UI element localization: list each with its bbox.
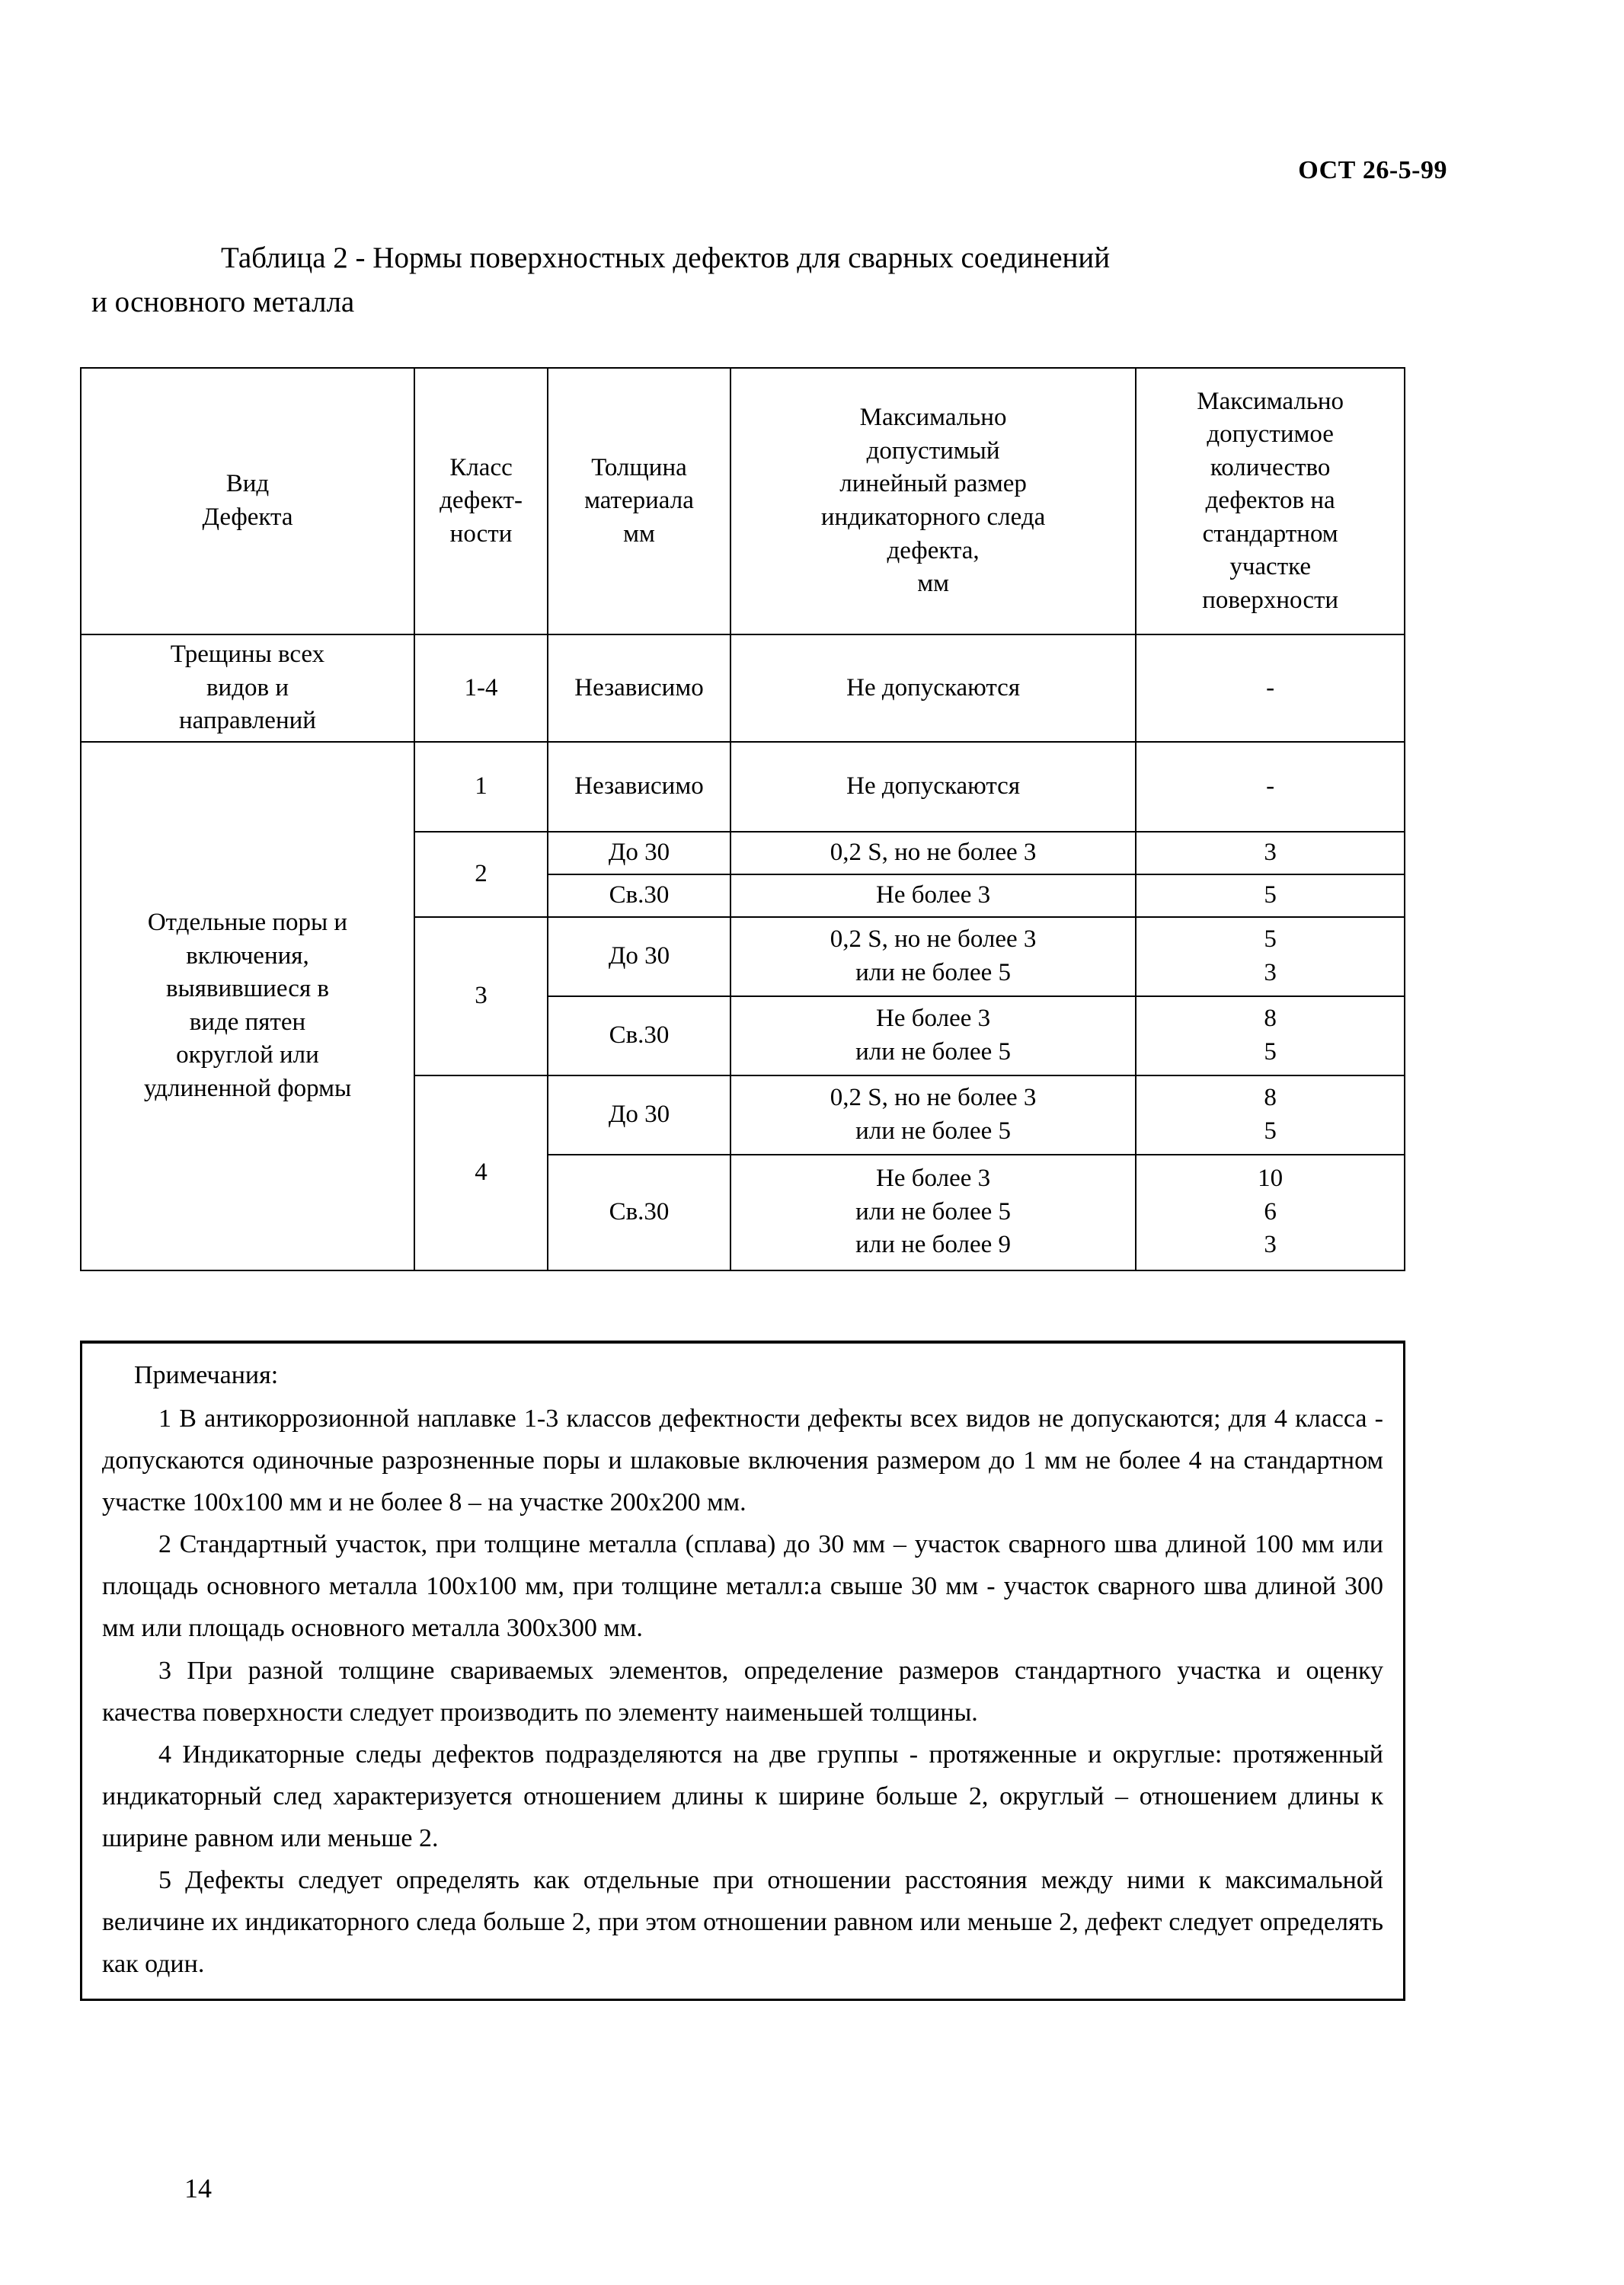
page-number: 14	[184, 2173, 212, 2204]
cell-thickness-c3r2: Св.30	[548, 996, 730, 1075]
cell-size-c4r2	[730, 1155, 1136, 1270]
size-c3r1-l2: или не более 5	[855, 958, 1012, 986]
table-title-line2: и основного металла	[91, 285, 355, 318]
size-c4r1-l1: 0,2 S, но не более 3	[830, 1084, 1037, 1112]
cell-size-c2r2: Не более 3	[730, 874, 1136, 917]
header-class-l2: дефект-	[440, 487, 523, 515]
note-item-5: 5 Дефекты следует определять как отдельные при отношении расстояния между ними к максимальной величине их индикаторного следа больше 2, при этом отношении равном или меньше 2, дефект следует определять как один.	[102, 1865, 1383, 1979]
cell-class-cracks: 1-4	[414, 634, 548, 742]
size-c4r2-l3: или не более 9	[855, 1231, 1012, 1259]
cell-size-cracks: Не допускаются	[730, 634, 1136, 742]
header-size-l6: мм	[917, 570, 949, 598]
cell-count-c3r2	[1136, 996, 1405, 1075]
count-c3r2-l2: 5	[1264, 1037, 1277, 1066]
header-count-l4: дефектов на	[1205, 487, 1335, 515]
size-c4r2-l2: или не более 5	[855, 1197, 1012, 1226]
table-title-line1: Таблица 2 - Нормы поверхностных дефектов для сварных соединений	[221, 241, 1111, 274]
cell-size-c3r1	[730, 917, 1136, 996]
header-count-l2: допустимое	[1207, 420, 1334, 449]
count-c4r1-l1: 8	[1264, 1084, 1277, 1112]
header-count-l7: поверхности	[1202, 586, 1339, 614]
notes-section	[80, 1341, 1405, 2001]
cell-defect-pores	[81, 742, 414, 1270]
cell-count-c2r2: 5	[1136, 874, 1405, 917]
header-count-l6: участке	[1229, 553, 1311, 581]
cell-count-cracks: -	[1136, 634, 1405, 742]
pores-l6: удлиненной формы	[143, 1074, 352, 1102]
cell-count-c1: -	[1136, 742, 1405, 832]
header-size-l4: индикаторного следа	[820, 503, 1046, 531]
pores-l4: виде пятен	[189, 1008, 306, 1036]
cell-class-2: 2	[414, 832, 548, 917]
cell-thickness-c1: Независимо	[548, 742, 730, 832]
pores-l5: округлой или	[176, 1041, 319, 1069]
header-thickness-l3: мм	[623, 519, 655, 548]
header-thickness-l2: материала	[584, 487, 694, 515]
header-size-l2: допустимый	[866, 436, 1000, 465]
size-c4r1-l2: или не более 5	[855, 1117, 1012, 1145]
header-count-l5: стандартном	[1202, 519, 1338, 548]
count-c4r1-l2: 5	[1264, 1117, 1277, 1145]
count-c4r2-l2: 6	[1264, 1197, 1277, 1226]
count-c3r1-l1: 5	[1264, 925, 1277, 954]
size-c3r2-l1: Не более 3	[876, 1005, 991, 1033]
cell-size-c2r1: 0,2 S, но не более 3	[730, 832, 1136, 874]
note-item-3: 3 При разной толщине свариваемых элементов, определение размеров стандартного участка и оценку качества поверхности следует производить по элементу наименьшей толщины.	[102, 1656, 1383, 1727]
cell-count-c2r1: 3	[1136, 832, 1405, 874]
cell-size-c4r1	[730, 1075, 1136, 1155]
cell-class-1: 1	[414, 742, 548, 832]
table-row	[81, 742, 1405, 832]
size-c3r2-l2: или не более 5	[855, 1037, 1012, 1066]
header-count-l3: количество	[1210, 453, 1331, 481]
header-max-linear-size	[730, 368, 1136, 634]
header-defect-type-l2: Дефекта	[202, 503, 293, 531]
header-defect-class	[414, 368, 548, 634]
standard-code-header: ОСТ 26-5-99	[1298, 156, 1447, 184]
header-count-l1: Максимально	[1197, 387, 1344, 415]
header-defect-type	[81, 368, 414, 634]
header-max-defect-count	[1136, 368, 1405, 634]
notes-heading: Примечания:	[134, 1361, 279, 1389]
cell-thickness-c2r1: До 30	[548, 832, 730, 874]
cell-thickness-c4r2: Св.30	[548, 1155, 730, 1270]
count-c4r2-l1: 10	[1258, 1165, 1284, 1193]
cracks-l1: Трещины всех	[170, 641, 325, 668]
cell-count-c4r2	[1136, 1155, 1405, 1270]
cell-thickness-cracks: Независимо	[548, 634, 730, 742]
cell-size-c1: Не допускаются	[730, 742, 1136, 832]
table-header-row	[81, 368, 1405, 634]
cell-thickness-c2r2: Св.30	[548, 874, 730, 917]
cell-thickness-c4r1: До 30	[548, 1075, 730, 1155]
count-c4r2-l3: 3	[1264, 1231, 1277, 1259]
cell-thickness-c3r1: До 30	[548, 917, 730, 996]
cell-class-3: 3	[414, 917, 548, 1075]
table-row	[81, 634, 1405, 742]
note-item-4: 4 Индикаторные следы дефектов подразделяются на две группы - протяженные и округлые: протяженный индикаторный след характеризуется отношением длины к ширине больше 2, округлый – отношением длины к ширине равном или меньше 2.	[102, 1740, 1383, 1852]
defect-norms-table	[80, 367, 1405, 1271]
header-size-l1: Максимально	[859, 404, 1007, 432]
cell-defect-cracks	[81, 634, 414, 742]
cell-size-c3r2	[730, 996, 1136, 1075]
table-title	[91, 236, 1463, 324]
cell-count-c4r1	[1136, 1075, 1405, 1155]
header-class-l1: Класс	[449, 453, 513, 481]
size-c3r1-l1: 0,2 S, но не более 3	[830, 925, 1037, 954]
count-c3r1-l2: 3	[1264, 958, 1277, 986]
cell-count-c3r1	[1136, 917, 1405, 996]
cracks-l3: направлений	[179, 707, 316, 735]
pores-l2: включения,	[186, 941, 309, 970]
pores-l3: выявившиеся в	[166, 975, 329, 1003]
header-size-l5: дефекта,	[887, 536, 980, 564]
pores-l1: Отдельные поры и	[147, 909, 348, 936]
header-defect-type-l1: Вид	[225, 470, 270, 498]
header-class-l3: ности	[449, 519, 513, 548]
header-material-thickness	[548, 368, 730, 634]
cell-class-4: 4	[414, 1075, 548, 1270]
count-c3r2-l1: 8	[1264, 1005, 1277, 1033]
cracks-l2: видов и	[206, 673, 289, 701]
header-size-l3: линейный размер	[839, 470, 1027, 498]
note-item-2: 2 Стандартный участок, при толщине металла (сплава) до 30 мм – участок сварного шва длиной 100 мм или площадь основного металла 100х100 мм, при толщине металл:а свыше 30 мм - участок сварного шва длиной 300 мм или площадь основного металла 300х300 мм.	[102, 1530, 1383, 1643]
size-c4r2-l1: Не более 3	[876, 1165, 991, 1193]
note-item-1: 1 В антикоррозионной наплавке 1-3 классов дефектности дефекты всех видов не допускаются; для 4 класса - допускаются одиночные разрозненные поры и шлаковые включения размером до 1 мм не более 4 на стандартном участке 100х100 мм и не более 8 – на участке 200х200 мм.	[102, 1405, 1383, 1517]
header-thickness-l1: Толщина	[591, 453, 687, 481]
